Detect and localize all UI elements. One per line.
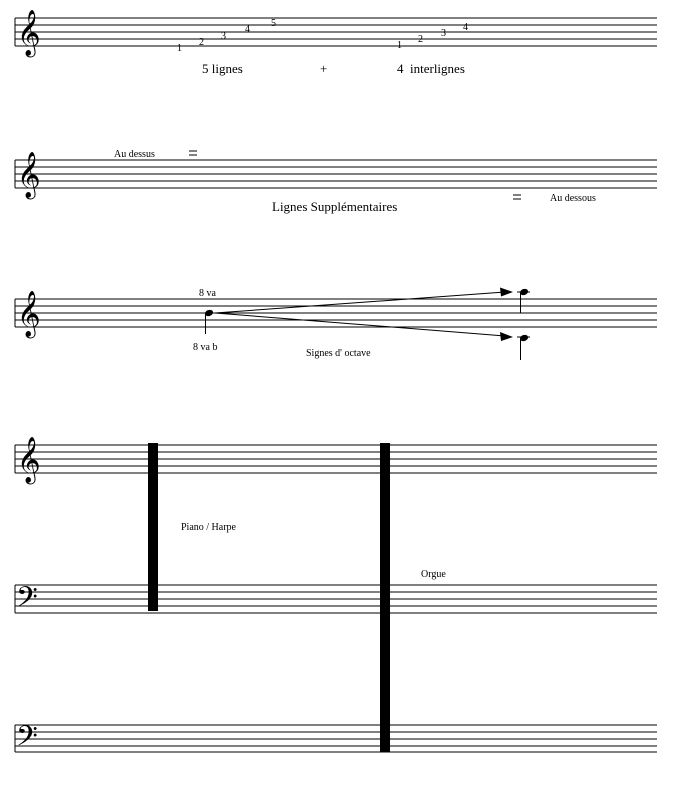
staff-octave-signs [15,288,657,361]
line-number-5: 5 [271,18,276,29]
ledger-lines-above [189,151,197,155]
label-8va: 8 va [199,288,216,299]
staff-6-bass [15,725,657,752]
space-number-1: 1 [397,40,402,51]
line-number-1: 1 [177,43,182,54]
line-number-2: 2 [199,37,204,48]
treble-clef-icon: 𝄞 [17,291,41,337]
caption-octave-signs: Signes d' octave [306,348,371,359]
ledger-lines-below [513,195,521,199]
line-number-3: 3 [221,31,226,42]
staff-1 [15,18,657,46]
space-number-3: 3 [441,28,446,39]
piano-harp-brace-bar [148,443,158,611]
note-octave-up [517,288,530,313]
caption-ledger-lines: Lignes Supplémentaires [272,199,398,214]
label-four-spaces: 4 interlignes [397,61,465,76]
staff-2 [15,160,657,188]
organ-brace-bar [380,443,390,752]
staff-lines-and-spaces [15,10,657,76]
bass-clef-icon: 𝄢 [16,581,38,621]
note-center [204,309,214,334]
bass-clef-icon: 𝄢 [16,720,38,760]
label-8vab: 8 va b [193,342,218,353]
treble-clef-icon: 𝄞 [17,10,41,56]
label-five-lines: 5 lignes [202,61,243,76]
treble-clef-icon: 𝄞 [17,152,41,198]
label-organ: Orgue [421,569,446,580]
arrow-up-icon [215,288,513,314]
staff-ledger-lines [15,149,657,214]
label-above: Au dessus [114,149,155,160]
label-plus: + [320,61,328,76]
label-below: Au dessous [550,193,596,204]
space-number-4: 4 [463,22,468,33]
label-piano-harp: Piano / Harpe [181,522,236,533]
treble-clef-icon: 𝄞 [17,437,41,483]
space-number-2: 2 [418,34,423,45]
staff-4-treble [15,445,657,473]
line-number-4: 4 [245,24,250,35]
staff-5-bass [15,585,657,613]
note-octave-down [517,334,530,360]
staff-systems-piano-organ [15,437,657,760]
